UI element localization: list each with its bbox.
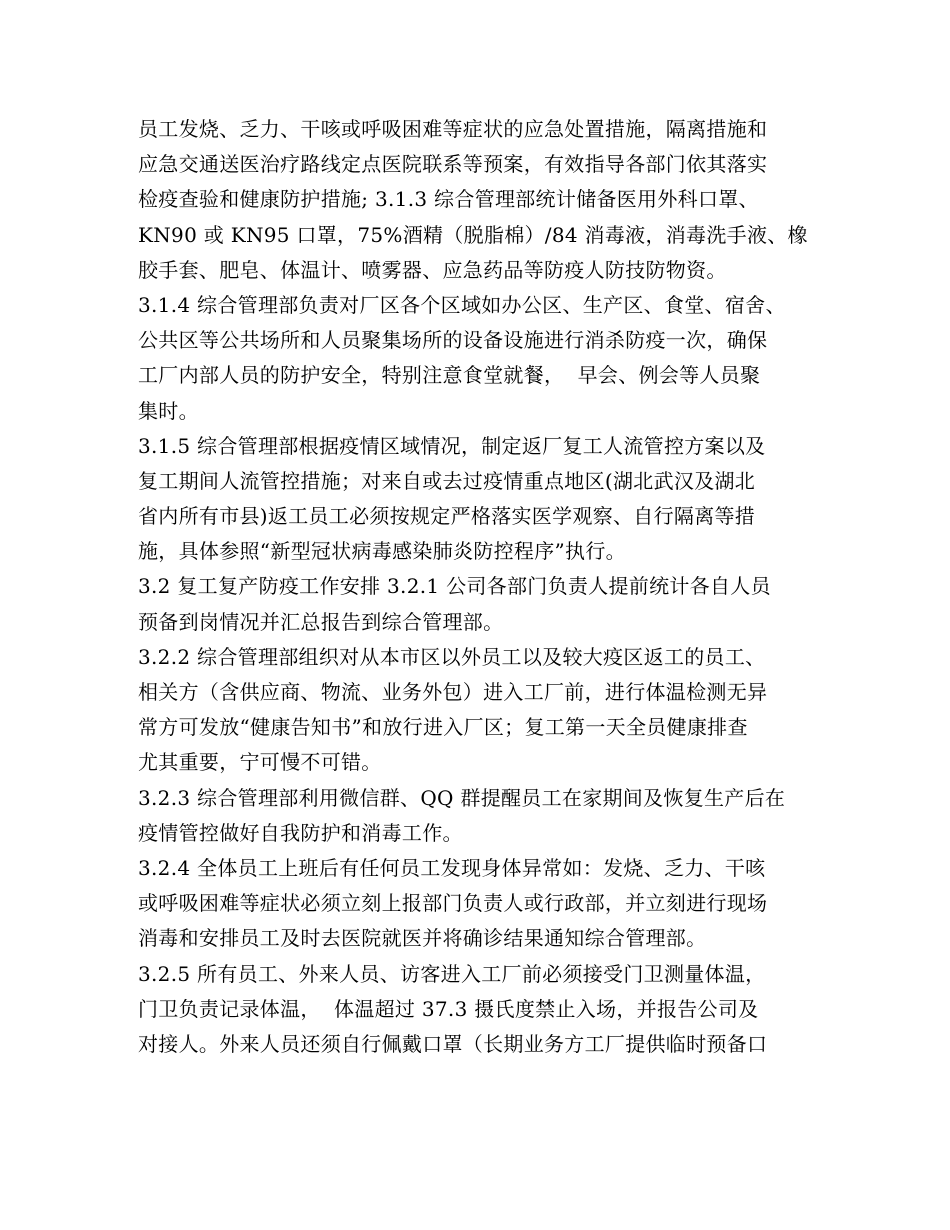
text-line: 工厂内部人员的防护安全，特别注意食堂就餐， 早会、例会等人员聚 [138, 363, 761, 388]
text-line: 3.1.5 综合管理部根据疫情区域情况，制定返厂复工人流管控方案以及 [138, 433, 766, 458]
text-line: 员工发烧、乏力、干咳或呼吸困难等症状的应急处置措施，隔离措施和 [138, 117, 768, 141]
text-line: 对接人。外来人员还须自行佩戴口罩（长期业务方工厂提供临时预备口 [138, 1031, 768, 1056]
text-line: 相关方（含供应商、物流、业务外包）进入工厂前，进行体温检测无异 [138, 680, 768, 704]
text-line: 疫情管控做好自我防护和消毒工作。 [138, 820, 463, 845]
text-line: 检疫查验和健康防护措施; 3.1.3 综合管理部统计储备医用外科口罩、 [138, 187, 759, 212]
text-line: 或呼吸困难等症状必须立刻上报部门负责人或行政部，并立刻进行现场 [138, 891, 768, 916]
text-line: 省内所有市县)返工员工必须按规定严格落实医学观察、自行隔离等措 [138, 504, 756, 529]
text-line: 3.2.2 综合管理部组织对从本市区以外员工以及较大疫区返工的员工、 [138, 644, 766, 669]
text-line: 集时。 [138, 398, 199, 423]
text-line: 常方可发放“健康告知书”和放行进入厂区；复工第一天全员健康排查 [138, 715, 748, 740]
text-line: 尤其重要，宁可慢不可错。 [138, 750, 382, 775]
text-line: 门卫负责记录体温， 体温超过 37.3 摄氏度禁止入场，并报告公司及 [138, 996, 759, 1021]
text-line: 3.1.4 综合管理部负责对厂区各个区域如办公区、生产区、食堂、宿舍、 [138, 292, 786, 317]
text-line: 复工期间人流管控措施；对来自或去过疫情重点地区(湖北武汉及湖北 [138, 468, 756, 493]
text-line: 应急交通送医治疗路线定点医院联系等预案，有效指导各部门依其落实 [138, 152, 768, 177]
document-body [138, 112, 818, 1062]
text-line: 消毒和安排员工及时去医院就医并将确诊结果通知综合管理部。 [138, 926, 707, 951]
text-line: 预备到岗情况并汇总报告到综合管理部。 [138, 609, 504, 634]
text-line: 3.2.3 综合管理部利用微信群、QQ 群提醒员工在家期间及恢复生产后在 [138, 785, 786, 810]
text-line: 公共区等公共场所和人员聚集场所的设备设施进行消杀防疫一次，确保 [138, 328, 768, 353]
text-line: 施，具体参照“新型冠状病毒感染肺炎防控程序”执行。 [138, 539, 626, 564]
text-line: 3.2.4 全体员工上班后有任何员工发现身体异常如：发烧、乏力、干咳 [138, 855, 766, 880]
text-line: 3.2.5 所有员工、外来人员、访客进入工厂前必须接受门卫测量体温， [138, 961, 766, 986]
text-line: KN90 或 KN95 口罩，75%酒精（脱脂棉）/84 消毒液，消毒洗手液、橡 [138, 222, 808, 247]
text-line: 3.2 复工复产防疫工作安排 3.2.1 公司各部门负责人提前统计各自人员 [138, 574, 771, 599]
text-line: 胶手套、肥皂、体温计、喷雾器、应急药品等防疫人防技防物资。 [138, 257, 727, 282]
